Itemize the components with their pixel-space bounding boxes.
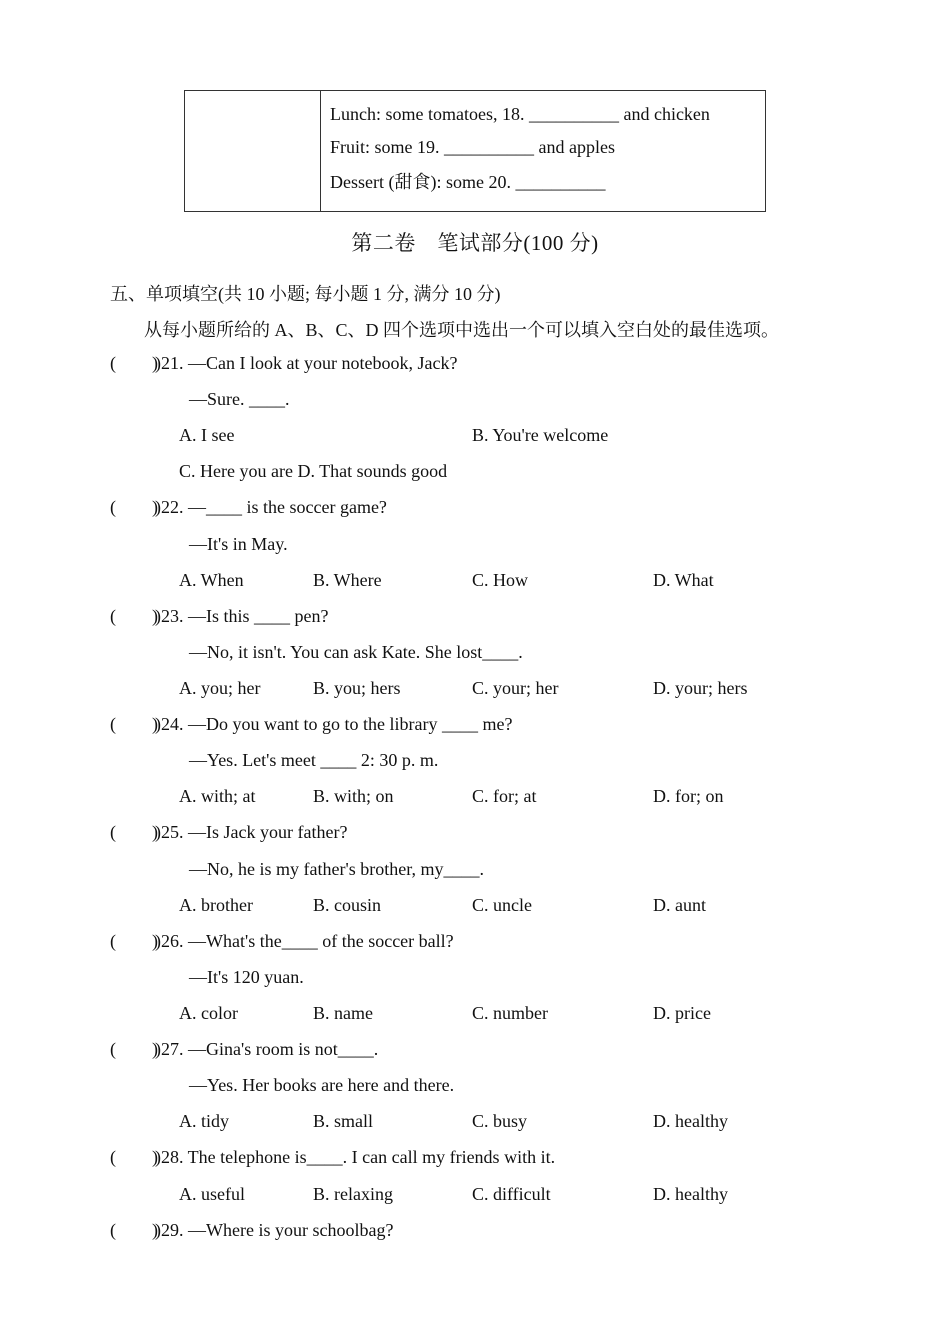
question-text: )21. —Can I look at your notebook, Jack? — [155, 353, 458, 373]
question-27-reply: —Yes. Her books are here and there. — [189, 1075, 455, 1095]
option-c: C. number — [472, 1003, 548, 1023]
question-23-reply: —No, it isn't. You can ask Kate. She lost____. — [189, 642, 523, 662]
answer-blank[interactable]: ( ) — [110, 1220, 158, 1240]
option-a: A. with; at — [179, 786, 256, 806]
option-a: A. brother — [179, 895, 253, 915]
option-b: B. you; hers — [313, 678, 401, 698]
option-d: D. aunt — [653, 895, 706, 915]
question-text: )27. —Gina's room is not____. — [155, 1039, 379, 1059]
option-d: D. price — [653, 1003, 711, 1023]
option-a: A. you; her — [179, 678, 261, 698]
option-c: C. your; her — [472, 678, 559, 698]
table-dessert-line: Dessert (甜食): some 20. __________ — [330, 172, 606, 192]
option-b: B. cousin — [313, 895, 382, 915]
section-title: 第二卷 笔试部分(100 分) — [351, 231, 599, 255]
option-d: D. for; on — [653, 786, 724, 806]
answer-blank[interactable]: ( ) — [110, 1147, 158, 1167]
answer-blank[interactable]: ( ) — [110, 497, 158, 517]
answer-blank[interactable]: ( ) — [110, 1039, 158, 1059]
option-c: C. difficult — [472, 1184, 551, 1204]
question-text: )28. The telephone is____. I can call my friends with it. — [155, 1147, 556, 1167]
question-text: )25. —Is Jack your father? — [155, 822, 348, 842]
question-text: )22. —____ is the soccer game? — [155, 497, 387, 517]
option-b: B. Where — [313, 570, 382, 590]
question-text: )23. —Is this ____ pen? — [155, 606, 329, 626]
section-heading: 五、单项填空(共 10 小题; 每小题 1 分, 满分 10 分) — [110, 284, 501, 304]
option-c: C. busy — [472, 1111, 528, 1131]
option-c: C. uncle — [472, 895, 532, 915]
option-b: B. with; on — [313, 786, 394, 806]
option-a: A. color — [179, 1003, 238, 1023]
option-b: B. small — [313, 1111, 374, 1131]
question-25-reply: —No, he is my father's brother, my____. — [189, 859, 484, 879]
question-text: )29. —Where is your schoolbag? — [155, 1220, 394, 1240]
option-b: B. name — [313, 1003, 373, 1023]
answer-blank[interactable]: ( ) — [110, 353, 158, 373]
option-c: C. How — [472, 570, 529, 590]
question-22-reply: —It's in May. — [189, 534, 288, 554]
option-d: D. What — [653, 570, 714, 590]
option-b: B. You're welcome — [472, 425, 609, 445]
option-c: C. for; at — [472, 786, 537, 806]
question-text: )26. —What's the____ of the soccer ball? — [155, 931, 454, 951]
vocab-table — [184, 90, 766, 212]
table-divider — [320, 91, 321, 211]
question-21-reply: —Sure. ____. — [189, 389, 290, 409]
option-d: D. healthy — [653, 1184, 728, 1204]
option-a: A. When — [179, 570, 244, 590]
option-a: A. useful — [179, 1184, 245, 1204]
table-lunch-line: Lunch: some tomatoes, 18. __________ and chicken — [330, 104, 710, 124]
instruction-text: 从每小题所给的 A、B、C、D 四个选项中选出一个可以填入空白处的最佳选项。 — [144, 320, 780, 340]
question-text: )24. —Do you want to go to the library ____ me? — [155, 714, 513, 734]
question-21-options-cd: C. Here you are D. That sounds good — [179, 461, 448, 481]
option-d: D. your; hers — [653, 678, 748, 698]
option-a: A. I see — [179, 425, 235, 445]
answer-blank[interactable]: ( ) — [110, 931, 158, 951]
question-26-reply: —It's 120 yuan. — [189, 967, 304, 987]
option-a: A. tidy — [179, 1111, 230, 1131]
option-d: D. healthy — [653, 1111, 728, 1131]
answer-blank[interactable]: ( ) — [110, 606, 158, 626]
option-b: B. relaxing — [313, 1184, 393, 1204]
table-fruit-line: Fruit: some 19. __________ and apples — [330, 137, 615, 157]
answer-blank[interactable]: ( ) — [110, 714, 158, 734]
answer-blank[interactable]: ( ) — [110, 822, 158, 842]
question-24-reply: —Yes. Let's meet ____ 2: 30 p. m. — [189, 750, 439, 770]
